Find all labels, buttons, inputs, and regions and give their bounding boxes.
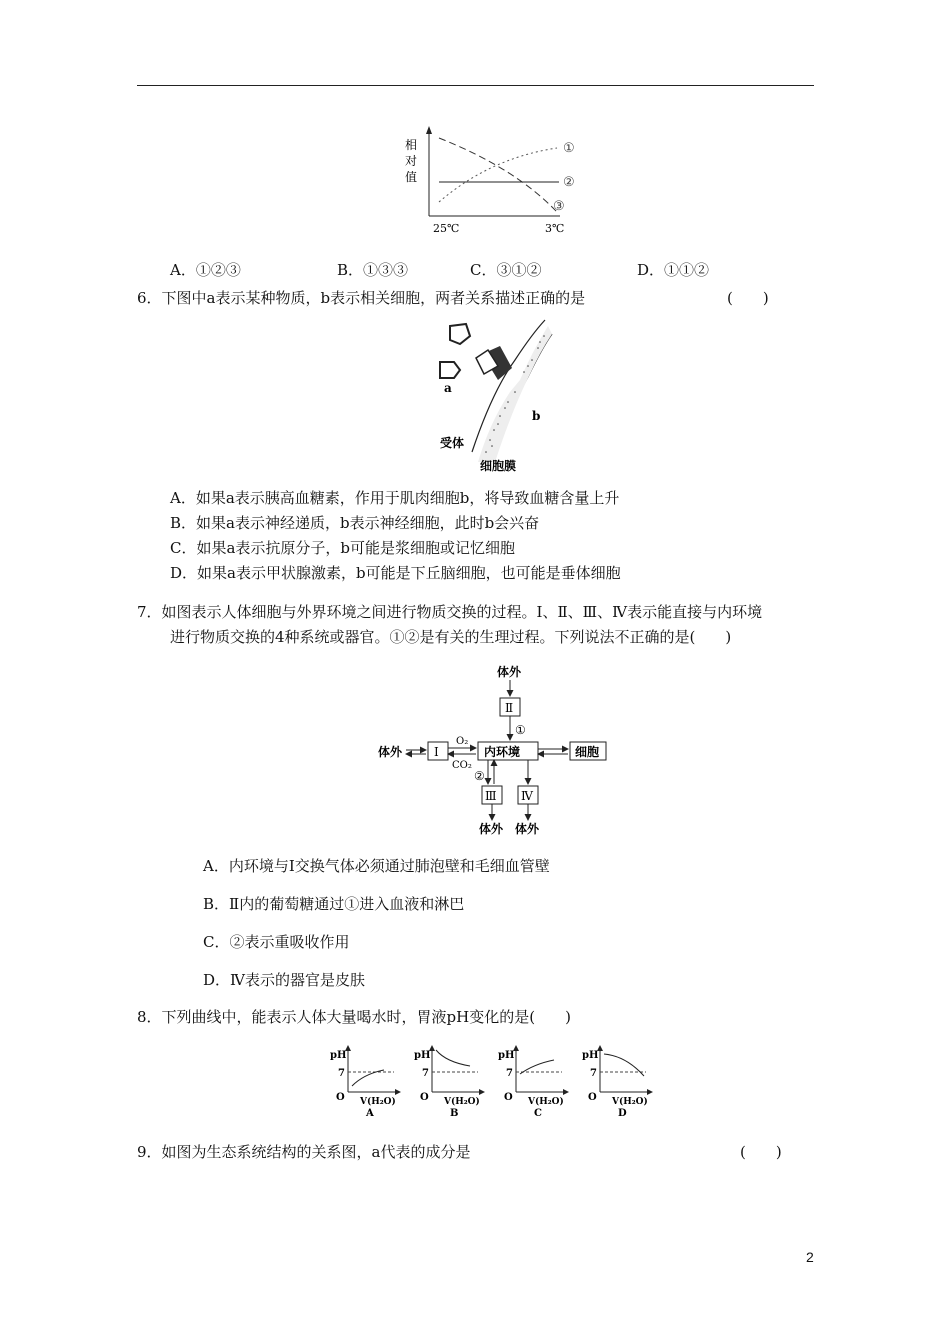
q7-co2-label: CO₂ — [452, 760, 472, 771]
q7-option-a: A．内环境与Ⅰ交换气体必须通过肺泡壁和毛细血管壁 — [203, 857, 550, 875]
q5-x-left: 25℃ — [433, 222, 460, 235]
q8-c-panel-label: C — [534, 1108, 542, 1119]
q7-stem-line1: 7．如图表示人体细胞与外界环境之间进行物质交换的过程。Ⅰ、Ⅱ、Ⅲ、Ⅳ表示能直接与内环境 — [137, 603, 763, 621]
q5-ylabel-3: 值 — [405, 170, 418, 184]
q5-label-2: ② — [563, 175, 575, 190]
q6-figure — [420, 312, 560, 482]
q7-box-IV-label: Ⅳ — [521, 789, 533, 803]
q6-label-a: a — [444, 381, 452, 395]
q7-proc1-label: ① — [515, 723, 526, 737]
q7-option-b: B．Ⅱ内的葡萄糖通过①进入血液和淋巴 — [203, 895, 465, 913]
q5-curve-3 — [439, 138, 557, 212]
q7-figure — [370, 658, 620, 838]
q7-stem-line2: 进行物质交换的4种系统或器官。①②是有关的生理过程。下列说法不正确的是( ) — [170, 628, 732, 646]
q6-stem: 6．下图中a表示某种物质，b表示相关细胞，两者关系描述正确的是 — [137, 289, 586, 307]
q7-inner-env-label: 内环境 — [484, 745, 521, 759]
q5-ylabel-2: 对 — [405, 154, 418, 168]
q6-label-receptor: 受体 — [440, 436, 465, 450]
q8-d-origin: O — [588, 1092, 597, 1103]
q5-option-a: A．①②③ — [170, 261, 241, 279]
q8-b-ylabel: pH — [414, 1050, 431, 1061]
q5-option-c: C．③①② — [470, 261, 542, 279]
q8-b-seven: 7 — [422, 1068, 429, 1079]
q9-answer-bracket: ( ) — [740, 1143, 782, 1161]
q6-answer-bracket: ( ) — [727, 289, 769, 307]
q5-option-d: D．①①② — [637, 261, 710, 279]
q8-d-panel-label: D — [618, 1108, 627, 1119]
q5-ylabel-1: 相 — [405, 138, 418, 152]
q7-option-c: C．②表示重吸收作用 — [203, 933, 350, 951]
q7-box-III-label: Ⅲ — [485, 789, 497, 803]
q9-stem: 9．如图为生态系统结构的关系图，a代表的成分是 — [137, 1143, 471, 1161]
q5-label-1: ① — [563, 141, 575, 156]
q6-option-d: D．如果a表示甲状腺激素，b可能是下丘脑细胞，也可能是垂体细胞 — [170, 564, 621, 582]
q8-a-origin: O — [336, 1092, 345, 1103]
q7-outside-left: 体外 — [378, 745, 403, 759]
q8-a-ylabel: pH — [330, 1050, 347, 1061]
q7-box-I-label: Ⅰ — [434, 745, 439, 759]
q7-proc2-label: ② — [474, 769, 485, 783]
q8-figure — [328, 1040, 668, 1120]
q8-panel-a — [330, 1046, 400, 1119]
q7-outside-IV: 体外 — [515, 822, 540, 836]
q8-a-xlabel: V(H₂O) — [360, 1097, 396, 1107]
q8-c-seven: 7 — [506, 1068, 513, 1079]
q5-label-3: ③ — [553, 199, 565, 214]
q7-option-d: D．Ⅳ表示的器官是皮肤 — [203, 971, 366, 989]
q7-cell-label: 细胞 — [575, 745, 600, 759]
q8-panel-d — [582, 1046, 652, 1119]
page-number: 2 — [806, 1249, 814, 1265]
q6-molecule-shape-1 — [450, 324, 470, 344]
q6-membrane-outer — [472, 320, 545, 452]
q8-panel-c — [498, 1046, 568, 1119]
q8-c-origin: O — [504, 1092, 513, 1103]
q8-b-xlabel: V(H₂O) — [444, 1097, 480, 1107]
q6-molecule-shape-2 — [440, 362, 460, 378]
header-rule — [137, 85, 814, 86]
q8-b-origin: O — [420, 1092, 429, 1103]
q6-option-c: C．如果a表示抗原分子，b可能是浆细胞或记忆细胞 — [170, 539, 516, 557]
q8-a-seven: 7 — [338, 1068, 345, 1079]
q8-d-xlabel: V(H₂O) — [612, 1097, 648, 1107]
q6-membrane-fill — [478, 326, 552, 462]
q8-panel-b — [414, 1046, 484, 1119]
q8-a-panel-label: A — [366, 1108, 374, 1119]
q6-option-b: B．如果a表示神经递质，b表示神经细胞，此时b会兴奋 — [170, 514, 540, 532]
q5-y-arrow — [426, 126, 432, 134]
q5-option-b: B．①③③ — [337, 261, 409, 279]
q8-b-panel-label: B — [450, 1108, 459, 1119]
q5-figure — [395, 120, 590, 240]
q8-c-ylabel: pH — [498, 1050, 515, 1061]
q5-curve-1 — [439, 148, 557, 202]
q7-o2-label: O₂ — [456, 736, 469, 747]
q6-option-a: A．如果a表示胰高血糖素，作用于肌肉细胞b，将导致血糖含量上升 — [170, 489, 620, 507]
q6-label-b: b — [532, 409, 541, 423]
q7-box-II-label: Ⅱ — [505, 701, 514, 715]
q7-outside-III: 体外 — [479, 822, 504, 836]
q5-x-right: 3℃ — [545, 222, 565, 235]
q6-label-membrane: 细胞膜 — [480, 459, 517, 473]
q8-stem: 8．下列曲线中，能表示人体大量喝水时，胃液pH变化的是( ) — [137, 1008, 571, 1026]
q8-d-seven: 7 — [590, 1068, 597, 1079]
q7-outside-top: 体外 — [497, 665, 522, 679]
q8-c-xlabel: V(H₂O) — [528, 1097, 564, 1107]
q8-d-ylabel: pH — [582, 1050, 599, 1061]
